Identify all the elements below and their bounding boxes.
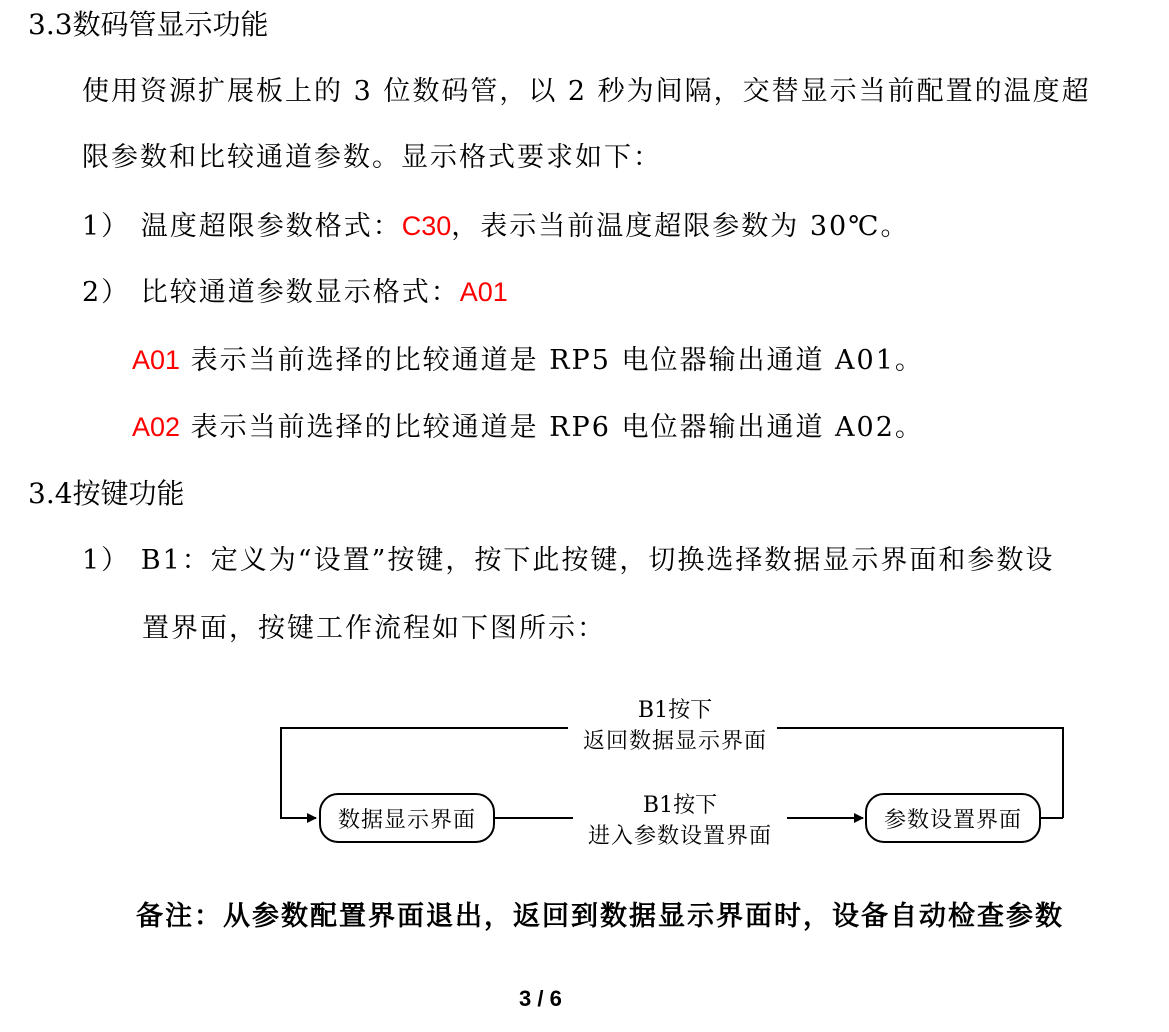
list-item-suffix: ，表示当前温度超限参数为 30℃。: [451, 211, 910, 242]
a02-description-text: 表示当前选择的比较通道是 RP6 电位器输出通道 A02。: [180, 412, 924, 443]
box-param-settings-label: 参数设置界面: [883, 808, 1023, 833]
section-3-4-item-1-line-2: 置界面，按键工作流程如下图所示：: [142, 613, 606, 644]
return-label-line-2: 返回数据显示界面: [582, 729, 768, 754]
code-c30: C30: [401, 211, 452, 241]
section-3-4-title: 3.4按键功能: [28, 477, 185, 510]
code-a01: A01: [459, 277, 508, 307]
list-item-prefix: 1） 温度超限参数格式：: [82, 211, 402, 242]
enter-label-line-2: 进入参数设置界面: [587, 824, 773, 849]
note-text: 备注：从参数配置界面退出，返回到数据显示界面时，设备自动检查参数: [136, 901, 1064, 932]
a01-description-text: 表示当前选择的比较通道是 RP5 电位器输出通道 A01。: [180, 345, 924, 376]
list-item-prefix: 2） 比较通道参数显示格式：: [82, 277, 460, 308]
page-number: 3 / 6: [519, 986, 562, 1011]
code-a02: A02: [132, 412, 181, 442]
enter-label-line-1: B1按下: [642, 793, 718, 818]
section-3-3-paragraph-line-1: 使用资源扩展板上的 3 位数码管，以 2 秒为间隔，交替显示当前配置的温度超: [82, 76, 1091, 107]
section-3-3-paragraph-line-2: 限参数和比较通道参数。显示格式要求如下：: [82, 142, 662, 173]
section-3-3-title: 3.3数码管显示功能: [28, 8, 269, 41]
box-data-display-label: 数据显示界面: [337, 808, 477, 833]
code-a01: A01: [132, 345, 181, 375]
return-label-line-1: B1按下: [637, 698, 713, 723]
section-3-4-item-1-line-1: 1） B1：定义为“设置”按键，按下此按键，切换选择数据显示界面和参数设: [82, 545, 1055, 576]
